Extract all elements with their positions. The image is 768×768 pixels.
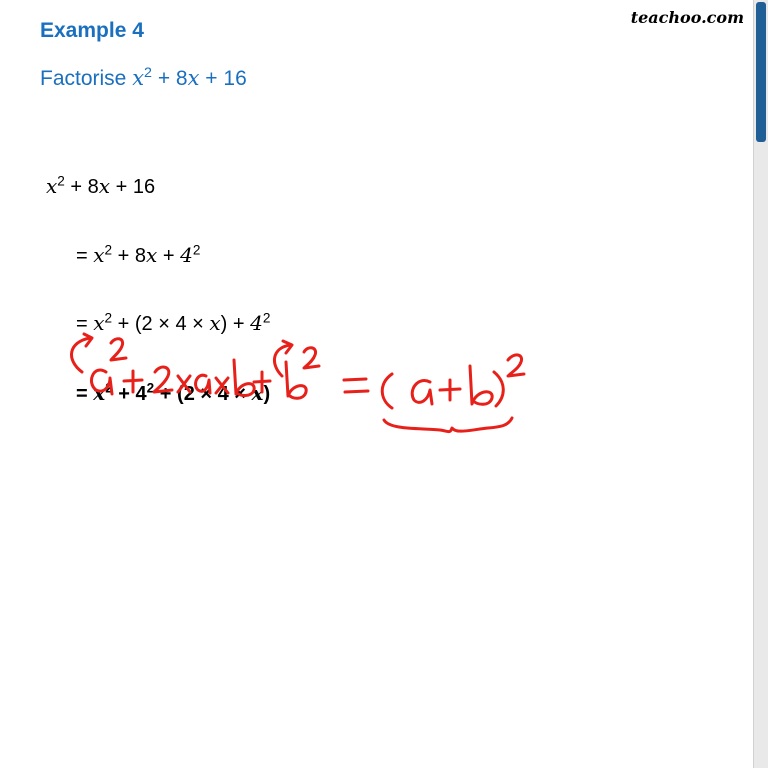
hand-close-paren	[494, 372, 503, 406]
step-2-base: 4	[180, 243, 193, 267]
step-1-variable: x	[46, 174, 58, 198]
vertical-scrollbar[interactable]	[753, 0, 768, 768]
step-3-exponent: 2	[104, 310, 113, 326]
step-2-middle: + 8	[112, 245, 147, 267]
task-tail: + 16	[199, 67, 247, 90]
step-3-base-exponent: 2	[262, 310, 271, 326]
task-exponent: 2	[144, 65, 152, 82]
step-3-middle: + (2 × 4 ×	[112, 313, 210, 335]
step-1-exponent: 2	[57, 173, 65, 189]
step-3-prefix: =	[76, 313, 94, 335]
step-2-exponent: 2	[104, 242, 113, 258]
brand-logo: teachoo.com	[630, 8, 744, 27]
step-1-variable-2: x	[98, 174, 111, 198]
arc-arrowhead-right	[283, 341, 292, 353]
step-3-variable-2: x	[209, 311, 221, 335]
hand-letter-b-3	[470, 366, 492, 404]
example-title: Example 4	[40, 19, 144, 42]
step-4-middle: + 4	[112, 383, 147, 405]
hand-brace	[384, 418, 512, 432]
task-statement	[40, 66, 247, 91]
step-2-base-exponent: 2	[192, 242, 201, 258]
hand-letter-a-3	[412, 381, 432, 404]
hand-exponent-2	[111, 339, 126, 360]
step-3-variable: x	[93, 311, 105, 335]
step-2-tail: +	[157, 245, 181, 267]
task-middle: + 8	[151, 67, 188, 90]
hand-equals	[344, 379, 368, 392]
scrollbar-thumb[interactable]	[756, 2, 766, 142]
step-1	[46, 174, 155, 199]
step-2-prefix: =	[76, 245, 94, 267]
hand-open-paren	[382, 374, 392, 408]
task-variable: x	[132, 66, 145, 90]
hand-exponent-2c	[508, 355, 524, 376]
task-prefix: Factorise	[40, 67, 133, 90]
step-4	[76, 381, 270, 406]
step-4-middle-exponent: 2	[146, 380, 155, 396]
step-4-variable-2: x	[251, 381, 264, 405]
step-4-close: )	[263, 383, 271, 405]
hand-exponent-2b	[304, 348, 319, 368]
step-4-exponent: 2	[105, 380, 113, 396]
hand-plus-3	[440, 380, 460, 400]
step-2-variable: x	[93, 243, 105, 267]
step-4-tail: + (2 × 4 ×	[154, 383, 252, 405]
step-2	[76, 243, 200, 268]
hand-letter-b-2	[286, 362, 306, 398]
step-1-tail: + 16	[110, 176, 156, 198]
arc-arrow-right	[274, 345, 290, 376]
step-2-variable-2: x	[146, 243, 158, 267]
step-4-variable: x	[93, 381, 106, 405]
step-3-base: 4	[250, 311, 263, 335]
step-1-middle: + 8	[64, 176, 99, 198]
arc-arrow-left	[72, 338, 90, 372]
task-variable-2: x	[187, 66, 200, 90]
step-4-prefix: =	[76, 383, 94, 405]
step-3-tail: ) +	[220, 313, 251, 335]
step-3	[76, 311, 270, 336]
